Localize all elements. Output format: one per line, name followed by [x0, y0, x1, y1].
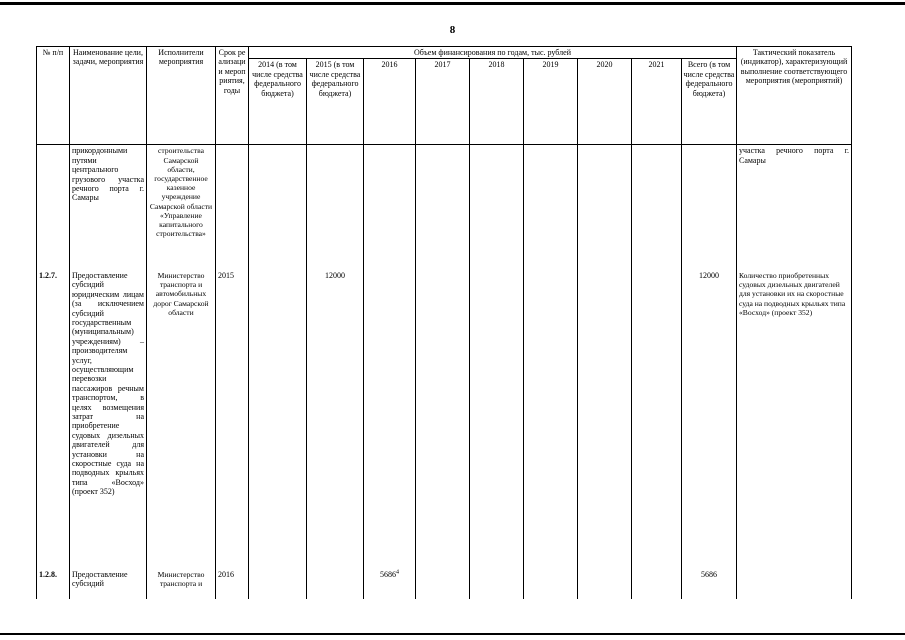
header-funding-group: Объем финансирования по годам, тыс. рублей — [249, 47, 737, 59]
row-name: Предоставление субсидий юридическим лицам (за исключением субсидий государственным (муниципальным) учреждениям) – производителям услуг, осуществляющим перевозки пассажиров речным транспортом, в целях возмещения затрат на приобретение судовых дизельных двигателей для установки на скоростные суда на подводных крыльях типа «Восход» (проект 352) — [70, 267, 147, 569]
row-2016 — [364, 267, 416, 569]
header-2019: 2019 — [524, 59, 578, 145]
row-indicator — [737, 569, 852, 599]
header-2020: 2020 — [578, 59, 632, 145]
row-2014 — [249, 267, 307, 569]
row-num: 1.2.7. — [37, 267, 70, 569]
table-row — [37, 569, 852, 599]
row-total: 5686 — [682, 569, 737, 599]
row-num: 1.2.8. — [37, 569, 70, 599]
header-executors: Исполнители мероприятия — [147, 47, 216, 145]
row-period: 2015 — [216, 267, 249, 569]
row-2014 — [249, 145, 307, 267]
row-indicator: участка речного порта г. Самары — [737, 145, 852, 267]
header-2021: 2021 — [632, 59, 682, 145]
header-period: Срок реализации мероприятия, годы — [216, 47, 249, 145]
row-name: прикордонными путями центрального грузового участка речного порта г. Самары — [70, 145, 147, 267]
table-row — [37, 145, 852, 267]
row-2016-value: 5686 — [380, 569, 396, 579]
row-executors: Министерство транспорта и автомобильных дорог Самарской области — [147, 267, 216, 569]
row-total — [682, 145, 737, 267]
header-indicator: Тактический показатель (индикатор), характеризующий выполнение соответствующего мероприятия (мероприятий) — [737, 47, 852, 145]
row-2015 — [307, 569, 364, 599]
bottom-border-rule — [0, 633, 905, 635]
header-2016: 2016 — [364, 59, 416, 145]
row-indicator: Количество приобретенных судовых дизельных двигателей для установки их на скоростные суда на подводных крыльях типа «Восход» (проект 352) — [737, 267, 852, 569]
top-border-rule — [0, 2, 905, 5]
row-name: Предоставление субсидий — [70, 569, 147, 599]
footnote-marker: 4 — [396, 569, 399, 576]
row-num — [37, 145, 70, 267]
header-num: № п/п — [37, 47, 70, 145]
row-executors: строительства Самарской области, государственное казенное учреждение Самарской области «Управление капитального строительства» — [147, 145, 216, 267]
row-period — [216, 145, 249, 267]
table-row — [37, 267, 852, 569]
row-executors: Министерство транспорта и — [147, 569, 216, 599]
row-2014 — [249, 569, 307, 599]
header-2017: 2017 — [416, 59, 470, 145]
row-total: 12000 — [682, 267, 737, 569]
row-2016 — [364, 569, 416, 599]
header-2018: 2018 — [470, 59, 524, 145]
header-2015: 2015 (в том числе средства федерального бюджета) — [307, 59, 364, 145]
row-2015: 12000 — [307, 267, 364, 569]
row-period: 2016 — [216, 569, 249, 599]
funding-table — [36, 46, 852, 599]
page-number: 8 — [449, 24, 456, 36]
row-2016 — [364, 145, 416, 267]
header-name: Наименование цели, задачи, мероприятия — [70, 47, 147, 145]
header-total: Всего (в том числе средства федерального бюджета) — [682, 59, 737, 145]
header-2014: 2014 (в том числе средства федерального бюджета) — [249, 59, 307, 145]
row-2015 — [307, 145, 364, 267]
